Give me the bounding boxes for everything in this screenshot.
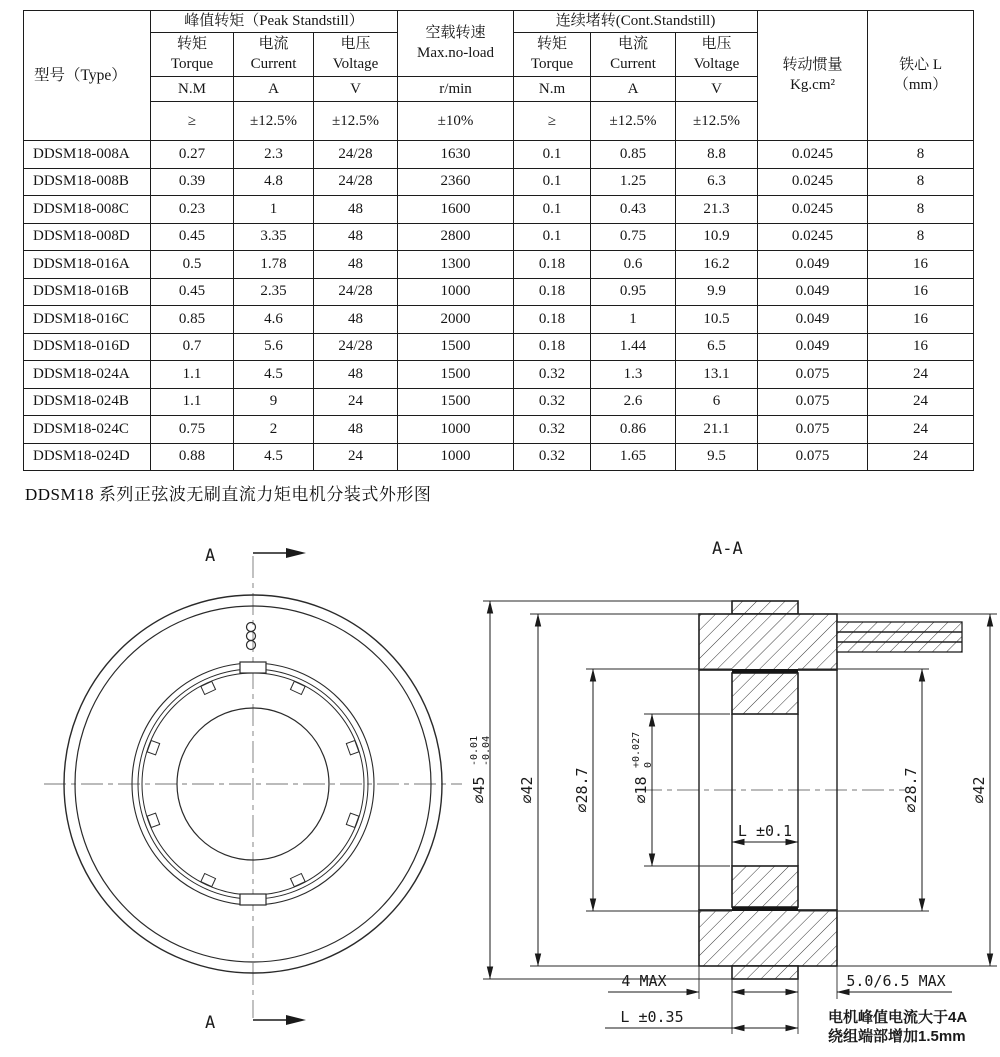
model-cell: DDSM18-024A <box>24 361 151 389</box>
value-cell: 0.1 <box>514 168 591 196</box>
value-cell: 16.2 <box>676 251 758 279</box>
tol-cont-current: ±12.5% <box>591 102 676 141</box>
dim-core-overall <box>605 1008 798 1028</box>
header-core <box>868 11 974 141</box>
model-cell: DDSM18-016A <box>24 251 151 279</box>
value-cell: 1000 <box>398 443 514 471</box>
value-cell: 16 <box>868 251 974 279</box>
header-model: 型号（Type） <box>24 11 151 141</box>
model-cell: DDSM18-008A <box>24 141 151 169</box>
value-cell: 0.32 <box>514 361 591 389</box>
value-cell: 0.049 <box>758 251 868 279</box>
table-row <box>24 333 974 361</box>
model-cell: DDSM18-016C <box>24 306 151 334</box>
section-marker-top-label: A <box>205 546 216 566</box>
value-cell: 0.85 <box>591 141 676 169</box>
value-cell: 48 <box>314 223 398 251</box>
spec-table-header <box>24 11 974 141</box>
dim-mount-max-label: 4 MAX <box>621 972 667 990</box>
value-cell: 4.6 <box>234 306 314 334</box>
value-cell: 6.3 <box>676 168 758 196</box>
label-en: Voltage <box>332 55 379 72</box>
spec-table <box>23 10 974 471</box>
value-cell: 0.075 <box>758 361 868 389</box>
value-cell: 4.8 <box>234 168 314 196</box>
header-noload-group <box>398 11 514 77</box>
value-cell: 10.9 <box>676 223 758 251</box>
value-cell: 0.075 <box>758 416 868 444</box>
value-cell: 0.27 <box>151 141 234 169</box>
header-peak-torque <box>151 33 234 77</box>
dim-d45-value: ∅45 <box>470 776 488 804</box>
unit-cont-voltage: V <box>676 77 758 102</box>
dim-wire-max-label: 5.0/6.5 MAX <box>846 972 946 990</box>
value-cell: 24 <box>314 388 398 416</box>
value-cell: 0.049 <box>758 278 868 306</box>
model-cell: DDSM18-008C <box>24 196 151 224</box>
value-cell: 0.45 <box>151 223 234 251</box>
value-cell: 3.35 <box>234 223 314 251</box>
value-cell: 0.075 <box>758 443 868 471</box>
value-cell: 8 <box>868 196 974 224</box>
table-row <box>24 306 974 334</box>
stator-block-top <box>699 614 837 670</box>
table-row <box>24 278 974 306</box>
stator-boss-bottom <box>732 966 798 979</box>
header-peak-current <box>234 33 314 77</box>
value-cell: 6.5 <box>676 333 758 361</box>
label-cn: 电流 <box>258 36 289 52</box>
value-cell: 0.88 <box>151 443 234 471</box>
value-cell: 0.45 <box>151 278 234 306</box>
value-cell: 1 <box>234 196 314 224</box>
table-row <box>24 361 974 389</box>
value-cell: 8 <box>868 168 974 196</box>
value-cell: 0.0245 <box>758 223 868 251</box>
dim-d45-tol-lower: -0.04 <box>481 735 492 766</box>
value-cell: 2360 <box>398 168 514 196</box>
header-core-cn: 铁心 L <box>899 57 942 73</box>
table-row <box>24 388 974 416</box>
label-en: Torque <box>530 55 574 72</box>
dim-d287-right-value: ∅28.7 <box>902 767 920 813</box>
value-cell: 4.5 <box>234 443 314 471</box>
value-cell: 0.23 <box>151 196 234 224</box>
value-cell: 13.1 <box>676 361 758 389</box>
spec-table-body <box>24 141 974 471</box>
value-cell: 2.35 <box>234 278 314 306</box>
value-cell: 0.85 <box>151 306 234 334</box>
label-cn: 转矩 <box>176 36 207 52</box>
tol-cont-voltage: ±12.5% <box>676 102 758 141</box>
value-cell: 1.1 <box>151 361 234 389</box>
air-gap-bottom <box>732 907 798 911</box>
value-cell: 0.5 <box>151 251 234 279</box>
section-view-title: A-A <box>712 539 743 559</box>
value-cell: 0.049 <box>758 306 868 334</box>
value-cell: 0.0245 <box>758 196 868 224</box>
dim-d18-value: ∅18 <box>632 776 650 804</box>
tol-cont-torque: ≥ <box>514 102 591 141</box>
front-view <box>44 546 462 1033</box>
value-cell: 0.75 <box>151 416 234 444</box>
table-row <box>24 168 974 196</box>
model-cell: DDSM18-016B <box>24 278 151 306</box>
unit-cont-current: A <box>591 77 676 102</box>
value-cell: 2.6 <box>591 388 676 416</box>
table-row <box>24 251 974 279</box>
label-cn: 转矩 <box>537 36 568 52</box>
header-cont-voltage <box>676 33 758 77</box>
unit-peak-torque: N.M <box>151 77 234 102</box>
rotor-core-bottom <box>732 866 798 907</box>
value-cell: 48 <box>314 361 398 389</box>
value-cell: 0.18 <box>514 306 591 334</box>
model-cell: DDSM18-024C <box>24 416 151 444</box>
section-cut-top <box>205 546 306 566</box>
value-cell: 24/28 <box>314 141 398 169</box>
value-cell: 2800 <box>398 223 514 251</box>
dim-d287-left <box>573 767 591 812</box>
header-noload-en: Max.no-load <box>416 44 495 61</box>
value-cell: 1600 <box>398 196 514 224</box>
outline-drawing <box>0 505 1000 1057</box>
model-cell: DDSM18-024B <box>24 388 151 416</box>
value-cell: 24/28 <box>314 278 398 306</box>
dim-d287-right <box>902 767 920 812</box>
value-cell: 1.65 <box>591 443 676 471</box>
dim-d42-right <box>970 776 988 803</box>
table-row <box>24 223 974 251</box>
value-cell: 1500 <box>398 333 514 361</box>
table-row <box>24 416 974 444</box>
dim-core-length-label: L ±0.1 <box>737 822 793 840</box>
stator-block-bottom <box>699 910 837 966</box>
value-cell: 24/28 <box>314 333 398 361</box>
value-cell: 0.32 <box>514 388 591 416</box>
value-cell: 24 <box>868 416 974 444</box>
value-cell: 2.3 <box>234 141 314 169</box>
header-cont-current <box>591 33 676 77</box>
tol-peak-torque: ≥ <box>151 102 234 141</box>
table-row <box>24 141 974 169</box>
label-en: Torque <box>170 55 214 72</box>
value-cell: 1.78 <box>234 251 314 279</box>
rotor-core-top <box>732 673 798 714</box>
value-cell: 0.6 <box>591 251 676 279</box>
value-cell: 1500 <box>398 388 514 416</box>
section-cut-bottom <box>205 1013 306 1033</box>
model-cell: DDSM18-008D <box>24 223 151 251</box>
value-cell: 6 <box>676 388 758 416</box>
figure-caption: DDSM18 系列正弦波无刷直流力矩电机分装式外形图 <box>25 485 432 504</box>
unit-peak-voltage: V <box>314 77 398 102</box>
value-cell: 0.95 <box>591 278 676 306</box>
header-cont-torque <box>514 33 591 77</box>
model-cell: DDSM18-016D <box>24 333 151 361</box>
header-inertia-unit: Kg.cm² <box>790 76 835 93</box>
value-cell: 0.86 <box>591 416 676 444</box>
value-cell: 48 <box>314 416 398 444</box>
dim-d18 <box>631 732 654 804</box>
value-cell: 0.18 <box>514 251 591 279</box>
lamination-top-mark <box>240 662 266 673</box>
dim-core-overall-label: L ±0.35 <box>620 1008 684 1026</box>
header-cont-group: 连续堵转(Cont.Standstill) <box>514 11 758 33</box>
section-marker-bottom-label: A <box>205 1013 216 1033</box>
value-cell: 0.32 <box>514 443 591 471</box>
wire-holes <box>247 623 256 650</box>
value-cell: 1.25 <box>591 168 676 196</box>
dim-d45-tol-upper: -0.01 <box>469 735 480 766</box>
value-cell: 0.049 <box>758 333 868 361</box>
value-cell: 10.5 <box>676 306 758 334</box>
value-cell: 21.3 <box>676 196 758 224</box>
value-cell: 1 <box>591 306 676 334</box>
value-cell: 0.0245 <box>758 141 868 169</box>
value-cell: 0.39 <box>151 168 234 196</box>
value-cell: 24 <box>868 361 974 389</box>
value-cell: 0.18 <box>514 333 591 361</box>
value-cell: 1.3 <box>591 361 676 389</box>
tol-peak-current: ±12.5% <box>234 102 314 141</box>
unit-peak-current: A <box>234 77 314 102</box>
value-cell: 9 <box>234 388 314 416</box>
value-cell: 1000 <box>398 278 514 306</box>
value-cell: 0.43 <box>591 196 676 224</box>
value-cell: 9.5 <box>676 443 758 471</box>
model-cell: DDSM18-008B <box>24 168 151 196</box>
dim-d42-left-value: ∅42 <box>518 776 536 804</box>
value-cell: 1.44 <box>591 333 676 361</box>
value-cell: 0.1 <box>514 223 591 251</box>
value-cell: 2000 <box>398 306 514 334</box>
unit-cont-torque: N.m <box>514 77 591 102</box>
label-en: Current <box>610 55 656 72</box>
label-cn: 电流 <box>618 36 649 52</box>
value-cell: 1000 <box>398 416 514 444</box>
value-cell: 0.0245 <box>758 168 868 196</box>
header-peak-group: 峰值转矩（Peak Standstill） <box>151 11 398 33</box>
unit-noload: r/min <box>398 77 514 102</box>
value-cell: 0.1 <box>514 196 591 224</box>
tol-noload: ±10% <box>398 102 514 141</box>
value-cell: 16 <box>868 333 974 361</box>
dim-d18-tol-lower: 0 <box>643 761 654 768</box>
table-row <box>24 443 974 471</box>
dim-wire-max <box>837 972 952 992</box>
label-en: Current <box>250 55 297 72</box>
value-cell: 48 <box>314 196 398 224</box>
lead-wires <box>837 622 962 652</box>
value-cell: 16 <box>868 278 974 306</box>
value-cell: 24 <box>868 388 974 416</box>
value-cell: 24 <box>868 443 974 471</box>
value-cell: 8.8 <box>676 141 758 169</box>
value-cell: 2 <box>234 416 314 444</box>
winding-note-line2: 绕组端部增加1.5mm <box>828 1028 966 1045</box>
tol-peak-voltage: ±12.5% <box>314 102 398 141</box>
value-cell: 4.5 <box>234 361 314 389</box>
dim-d45 <box>469 736 492 804</box>
value-cell: 8 <box>868 223 974 251</box>
dim-d42-right-value: ∅42 <box>970 776 988 804</box>
value-cell: 5.6 <box>234 333 314 361</box>
value-cell: 0.75 <box>591 223 676 251</box>
value-cell: 1630 <box>398 141 514 169</box>
table-row <box>24 196 974 224</box>
value-cell: 16 <box>868 306 974 334</box>
value-cell: 1500 <box>398 361 514 389</box>
value-cell: 48 <box>314 251 398 279</box>
header-core-unit: （mm） <box>893 76 948 93</box>
value-cell: 48 <box>314 306 398 334</box>
value-cell: 1.1 <box>151 388 234 416</box>
label-cn: 电压 <box>340 36 371 52</box>
value-cell: 0.18 <box>514 278 591 306</box>
section-view <box>469 539 997 1045</box>
label-cn: 电压 <box>701 36 732 52</box>
dim-core-length <box>732 822 798 842</box>
label-en: Voltage <box>693 55 740 72</box>
value-cell: 9.9 <box>676 278 758 306</box>
header-inertia-cn: 转动惯量 <box>782 57 843 73</box>
lamination-bottom-mark <box>240 894 266 905</box>
dim-d287-left-value: ∅28.7 <box>573 767 591 813</box>
value-cell: 1300 <box>398 251 514 279</box>
value-cell: 24/28 <box>314 168 398 196</box>
dim-d18-tol-upper: +0.027 <box>631 731 642 768</box>
value-cell: 8 <box>868 141 974 169</box>
value-cell: 24 <box>314 443 398 471</box>
stator-boss-top <box>732 601 798 614</box>
value-cell: 21.1 <box>676 416 758 444</box>
header-peak-voltage <box>314 33 398 77</box>
value-cell: 0.1 <box>514 141 591 169</box>
value-cell: 0.32 <box>514 416 591 444</box>
winding-note-line1: 电机峰值电流大于4A <box>828 1009 968 1026</box>
air-gap-top <box>732 669 798 673</box>
value-cell: 0.075 <box>758 388 868 416</box>
dim-d42-left <box>518 776 536 803</box>
winding-note <box>828 1008 967 1045</box>
model-cell: DDSM18-024D <box>24 443 151 471</box>
value-cell: 0.7 <box>151 333 234 361</box>
header-inertia <box>758 11 868 141</box>
header-noload-cn: 空载转速 <box>425 25 486 41</box>
